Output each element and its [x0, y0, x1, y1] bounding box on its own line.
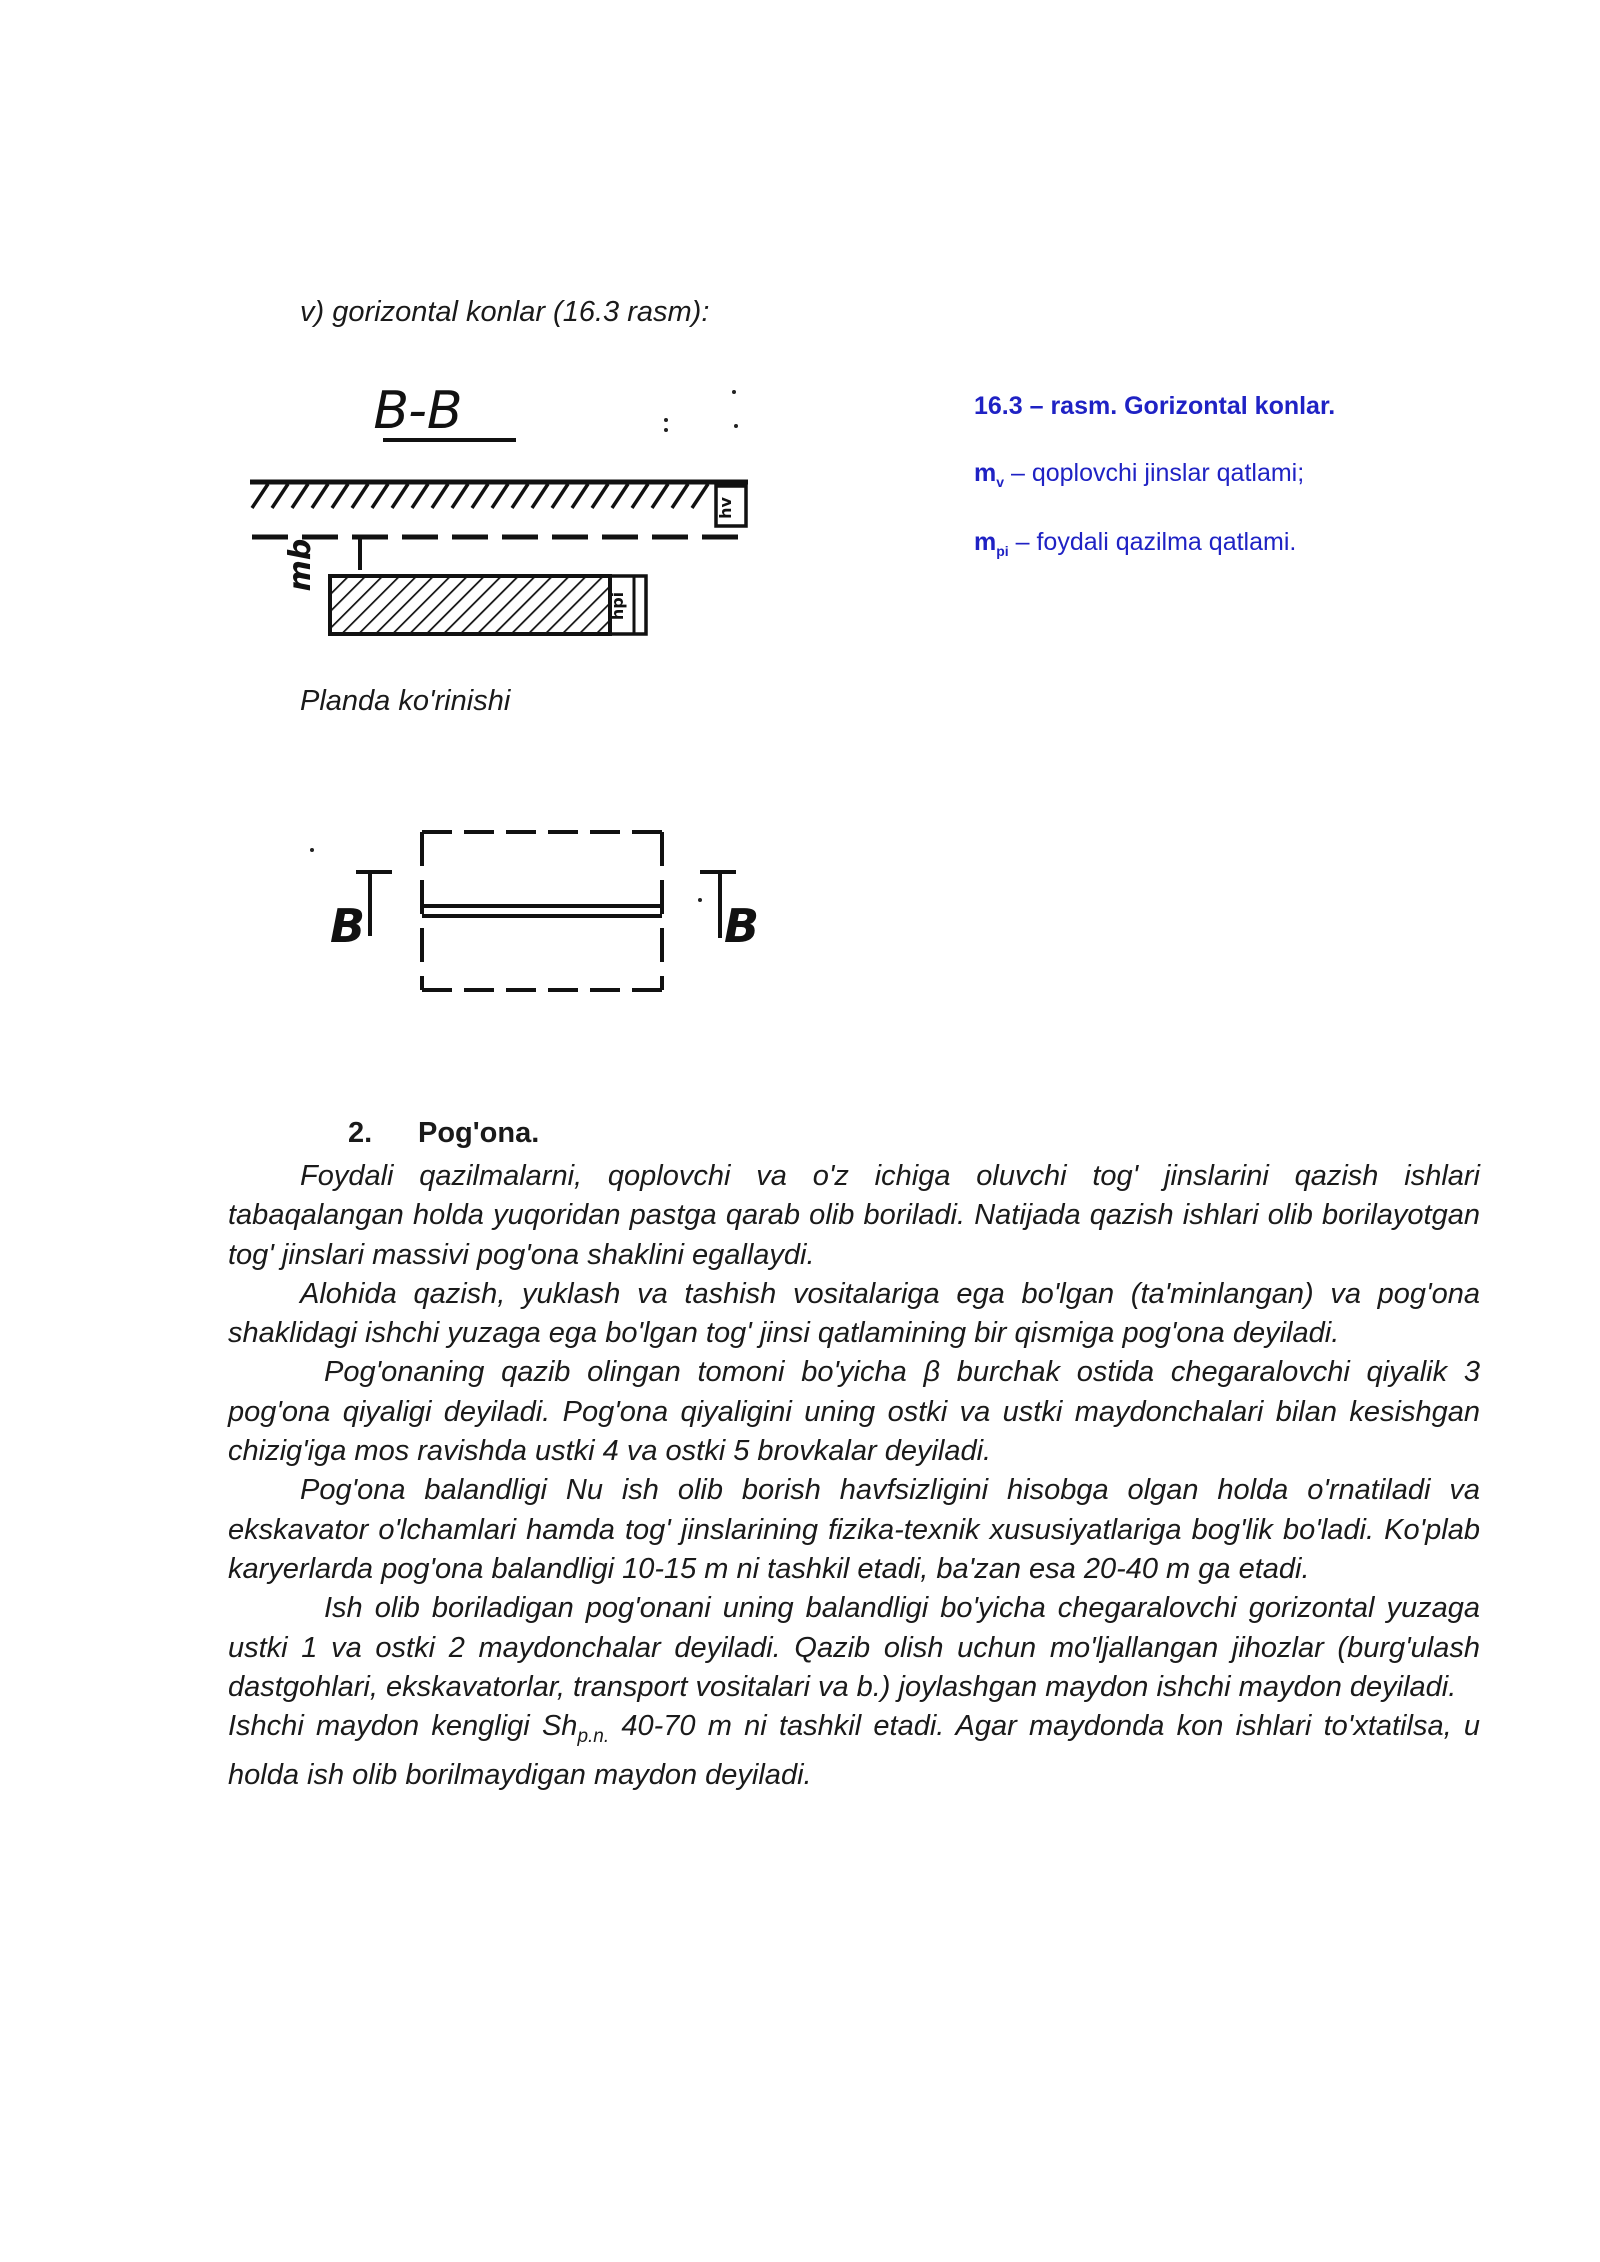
figure-caption	[974, 392, 1335, 597]
cross-section-figure	[238, 380, 778, 640]
caption-text-ore: – foydali qazilma qatlami.	[1008, 528, 1297, 556]
paragraph-3: Pog'onaning qazib olingan tomoni bo'yicha β burchak ostida chegaralovchi qiyalik 3 pog'ona qiyaligi deyiladi. Pog'ona qiyaligini uning ostki va ustki maydonchalari bilan kesishgan chizig'iga mos ravishda ustki 4 va ostki 5 brovkalar deyiladi.	[228, 1356, 1480, 1468]
body-text	[228, 1157, 1480, 1796]
caption-subscript-v: v	[996, 474, 1005, 490]
caption-line-ore	[974, 528, 1335, 559]
paragraph-4: Pog'ona balandligi Nu ish olib borish havfsizligini hisobga olgan holda o'rnatiladi va ekskavator o'lchamlari hamda tog' jinslarining fizika-texnik xususiyatlariga bog'lik bo'ladi. Ko'plab karyerlarda pog'ona balandligi 10-15 m ni tashkil etadi, ba'zan esa 20-40 m ga etadi.	[228, 1474, 1480, 1585]
paragraph-6-subscript: p.n.	[577, 1725, 610, 1747]
paragraph-6	[228, 1707, 1480, 1795]
ore-body	[330, 576, 610, 634]
section-title: Pog'ona.	[418, 1117, 540, 1149]
plan-view-figure	[300, 820, 780, 1020]
plan-right-marker: B	[724, 899, 760, 953]
paragraph-1: Foydali qazilmalarni, qoplovchi va o'z ichiga oluvchi tog' jinslarini qazish ishlari tabaqalangan holda yuqoridan pastga qarab olib boriladi. Natijada qazish ishlari olib borilayotgan tog' jinslari massivi pog'ona shaklini egallaydi.	[228, 1160, 1480, 1271]
side-label: mb	[283, 538, 318, 592]
caption-symbol-mpi: m	[974, 528, 997, 556]
plan-left-marker: B	[330, 899, 366, 953]
plan-view-label: Planda ko'rinishi	[300, 685, 511, 717]
section-heading	[348, 1117, 539, 1150]
section-label: B-B	[373, 381, 463, 441]
caption-symbol-mv: m	[974, 459, 997, 487]
paragraph-2: Alohida qazish, yuklash va tashish vositalariga ega bo'lgan (ta'minlangan) va pog'ona shaklidagi ishchi yuzaga ega bo'lgan tog' jinsi qatlamining bir qismiga pog'ona deyiladi.	[228, 1277, 1480, 1350]
paragraph-6-start: Ishchi maydon kengligi Sh	[228, 1710, 578, 1743]
paragraph-6-end: 40-70 m ni tashkil etadi. Agar maydonda kon ishlari to'xtatilsa, u holda ish olib borilmaydigan maydon deyiladi.	[228, 1710, 1480, 1792]
caption-line-overburden	[974, 459, 1335, 490]
caption-subscript-pi: pi	[996, 543, 1009, 559]
top-dimension-label: hv	[716, 497, 735, 519]
caption-text-overburden: – qoplovchi jinslar qatlami;	[1004, 459, 1305, 487]
paragraph-5: Ish olib boriladigan pog'onani uning balandligi bo'yicha chegaralovchi gorizontal yuzaga ustki 1 va ostki 2 maydonchalar deyiladi. Qazib olish uchun mo'ljallangan jihozlar (burg'ulash dastgohlari, ekskavatorlar, transport vositalari va b.) joylashgan maydon ishchi maydon deyiladi.	[228, 1592, 1480, 1703]
intro-line: v) gorizontal konlar (16.3 rasm):	[300, 296, 710, 328]
plan-outline	[422, 832, 662, 990]
bottom-dimension-label: hpi	[608, 591, 627, 621]
caption-title: 16.3 – rasm. Gorizontal konlar.	[974, 392, 1336, 420]
ground-surface	[250, 482, 748, 508]
section-number: 2.	[348, 1117, 373, 1149]
